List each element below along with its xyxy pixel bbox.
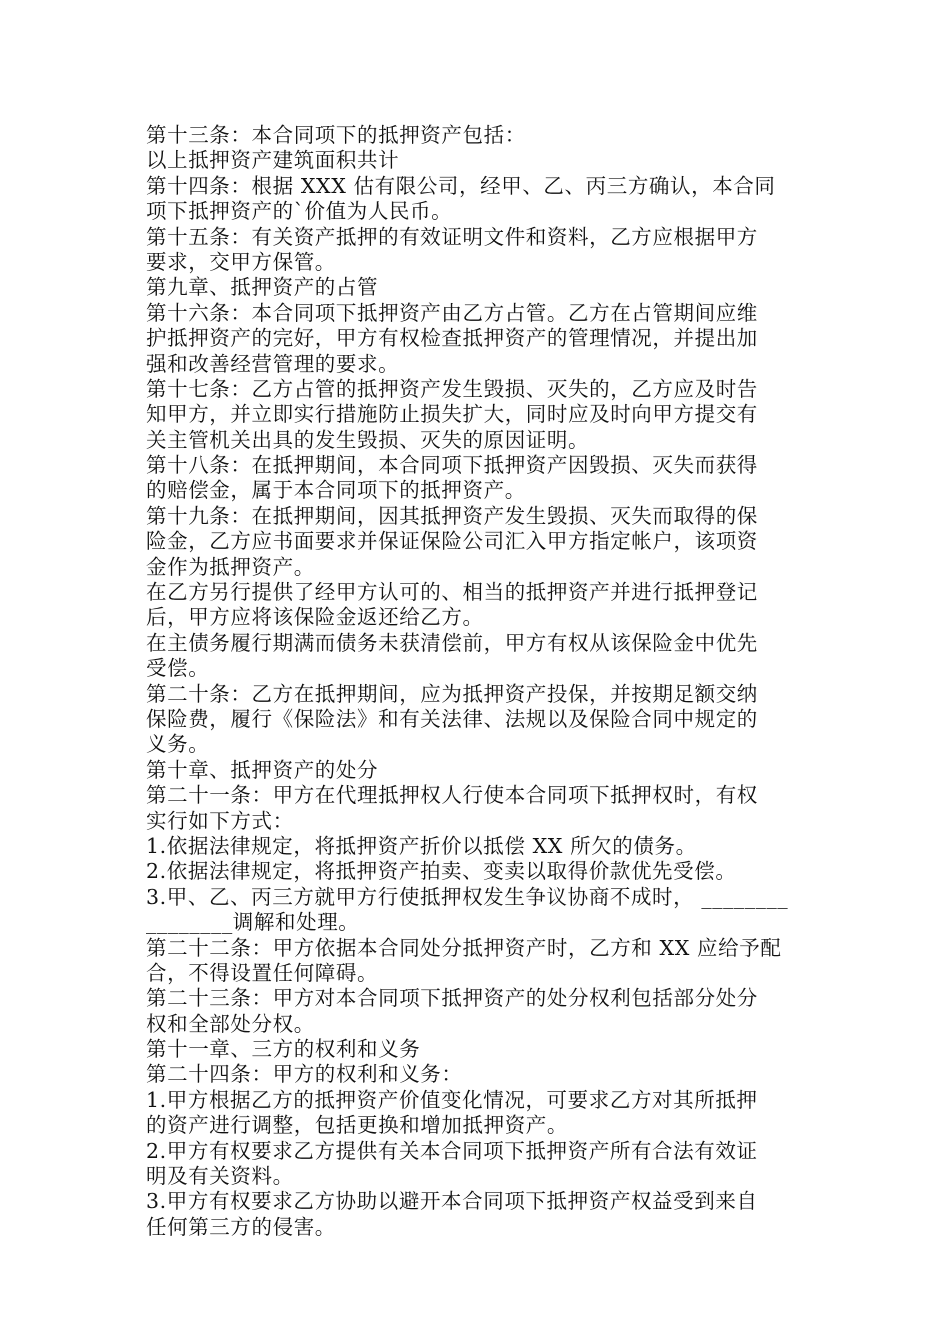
list-item: 1.依据法律规定，将抵押资产折价以抵偿 XX 所欠的债务。 bbox=[146, 833, 697, 858]
chapter-heading: 第十一章、三方的权利和义务 bbox=[146, 1037, 421, 1062]
text-line: 知甲方，并立即实行措施防止损失扩大，同时应及时向甲方提交有 bbox=[146, 402, 758, 427]
text-line: 权和全部处分权。 bbox=[146, 1011, 315, 1036]
text-line: 金作为抵押资产。 bbox=[146, 554, 315, 579]
text-line: 第二十一条：甲方在代理抵押权人行使本合同项下抵押权时，有权 bbox=[146, 783, 758, 808]
document-body bbox=[146, 123, 806, 1240]
text-line: 受偿。 bbox=[146, 656, 210, 681]
text-line: 第十八条：在抵押期间，本合同项下抵押资产因毁损、灭失而获得 bbox=[146, 453, 758, 478]
text-line: 护抵押资产的完好，甲方有权检查抵押资产的管理情况，并提出加 bbox=[146, 326, 758, 351]
text-line: 第二十三条：甲方对本合同项下抵押资产的处分权利包括部分处分 bbox=[146, 986, 758, 1011]
text-line: 第二十条：乙方在抵押期间，应为抵押资产投保，并按期足额交纳 bbox=[146, 681, 758, 706]
text-line: 第二十二条：甲方依据本合同处分抵押资产时，乙方和 XX 应给予配 bbox=[146, 935, 782, 960]
list-item: 2.甲方有权要求乙方提供有关本合同项下抵押资产所有合法有效证 bbox=[146, 1138, 758, 1163]
text-line: 第二十四条：甲方的权利和义务： bbox=[146, 1062, 463, 1087]
chapter-heading: 第九章、抵押资产的占管 bbox=[146, 275, 379, 300]
text-line: 实行如下方式： bbox=[146, 808, 294, 833]
text-line: 任何第三方的侵害。 bbox=[146, 1214, 336, 1239]
list-item: 3.甲方有权要求乙方协助以避开本合同项下抵押资产权益受到来自 bbox=[146, 1189, 758, 1214]
text-line: 合，不得设置任何障碍。 bbox=[146, 960, 379, 985]
text-line: 第十五条：有关资产抵押的有效证明文件和资料，乙方应根据甲方 bbox=[146, 224, 758, 249]
text-line: 在主债务履行期满而债务未获清偿前，甲方有权从该保险金中优先 bbox=[146, 630, 758, 655]
chapter-heading: 第十章、抵押资产的处分 bbox=[146, 757, 379, 782]
text-line: 在乙方另行提供了经甲方认可的、相当的抵押资产并进行抵押登记 bbox=[146, 580, 758, 605]
text-line: 以上抵押资产建筑面积共计 bbox=[146, 148, 400, 173]
text-line: 明及有关资料。 bbox=[146, 1164, 294, 1189]
text-line: 险金，乙方应书面要求并保证保险公司汇入甲方指定帐户，该项资 bbox=[146, 529, 758, 554]
text-line: 的赔偿金，属于本合同项下的抵押资产。 bbox=[146, 478, 526, 503]
text-line: 保险费，履行《保险法》和有关法律、法规以及保险合同中规定的 bbox=[146, 706, 758, 731]
text-line: 强和改善经营管理的要求。 bbox=[146, 351, 400, 376]
list-item: 1.甲方根据乙方的抵押资产价值变化情况，可要求乙方对其所抵押 bbox=[146, 1087, 758, 1112]
list-item: 3.甲、乙、丙三方就甲方行使抵押权发生争议协商不成时， ________ bbox=[146, 884, 789, 909]
text-line: ________调解和处理。 bbox=[146, 910, 360, 935]
text-line: 关主管机关出具的发生毁损、灭失的原因证明。 bbox=[146, 427, 590, 452]
text-line: 第十九条：在抵押期间，因其抵押资产发生毁损、灭失而取得的保 bbox=[146, 503, 758, 528]
text-line: 项下抵押资产的`价值为人民币。 bbox=[146, 199, 453, 224]
text-line: 义务。 bbox=[146, 732, 210, 757]
text-line: 第十四条：根据 XXX 估有限公司，经甲、乙、丙三方确认，本合同 bbox=[146, 173, 776, 198]
text-line: 的资产进行调整，包括更换和增加抵押资产。 bbox=[146, 1113, 568, 1138]
text-line: 要求，交甲方保管。 bbox=[146, 249, 336, 274]
text-line: 后，甲方应将该保险金返还给乙方。 bbox=[146, 605, 484, 630]
list-item: 2.依据法律规定，将抵押资产拍卖、变卖以取得价款优先受偿。 bbox=[146, 859, 737, 884]
text-line: 第十三条：本合同项下的抵押资产包括： bbox=[146, 123, 526, 147]
text-line: 第十六条：本合同项下抵押资产由乙方占管。乙方在占管期间应维 bbox=[146, 300, 758, 325]
text-line: 第十七条：乙方占管的抵押资产发生毁损、灭失的，乙方应及时告 bbox=[146, 376, 758, 401]
